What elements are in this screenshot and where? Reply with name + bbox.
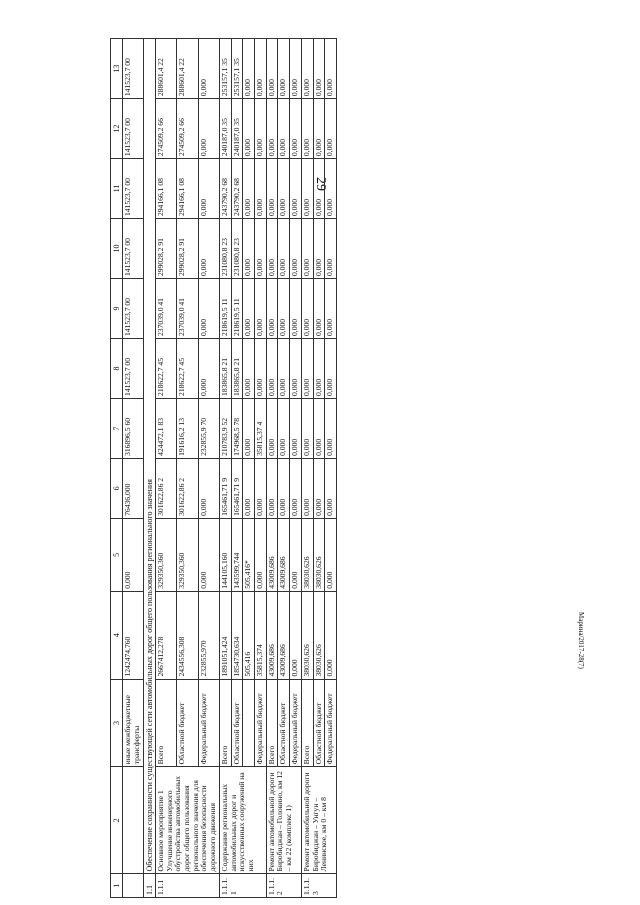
amount-cell: 183865,8 21 [231, 338, 243, 398]
amount-cell: 505,416 [243, 591, 255, 679]
table-cell: 141523,7 00 [123, 279, 143, 339]
section-row [143, 39, 155, 898]
amount-cell: 0,000 [278, 398, 290, 458]
funding-source: Всего [266, 679, 278, 767]
amount-cell: 301622,86 2 [155, 458, 176, 518]
amount-cell: 0,000 [266, 99, 278, 159]
row-number: 1.1.1.3 [301, 874, 336, 898]
amount-cell: 0,000 [325, 458, 337, 518]
amount-cell: 0,000 [301, 219, 313, 279]
amount-cell: 0,000 [198, 219, 219, 279]
col-num: 9 [111, 279, 123, 339]
amount-cell: 0,000 [325, 159, 337, 219]
table-cell: 76436,000 [123, 458, 143, 518]
col-num: 5 [111, 518, 123, 591]
event-name: Ремонт автомобильной дороги Биробиджан – Унгун – Ленинское, км 0 – км 8 [301, 767, 336, 874]
amount-cell: 0,000 [290, 518, 302, 591]
table-cell: 141523,7 00 [123, 39, 143, 99]
amount-cell: 218619,5 11 [231, 279, 243, 339]
amount-cell: 0,000 [278, 219, 290, 279]
event-name: Основное мероприятие 1 Улучшение инженерного обустройства автомобильных дорог общего пользования регионального значения для обеспечения безопасности дорожного движения [155, 767, 219, 874]
amount-cell: 43009,686 [266, 518, 278, 591]
amount-cell: 210783,9 52 [219, 398, 231, 458]
amount-cell: 294166,1 08 [177, 159, 198, 219]
amount-cell: 0,000 [301, 99, 313, 159]
amount-cell: 0,000 [325, 338, 337, 398]
amount-cell: 0,000 [255, 219, 267, 279]
amount-cell: 0,000 [301, 279, 313, 339]
amount-cell: 43009,686 [278, 591, 290, 679]
amount-cell: 0,000 [266, 39, 278, 99]
amount-cell: 165461,71 9 [231, 458, 243, 518]
amount-cell: 231080,8 23 [219, 219, 231, 279]
column-number-row [111, 39, 123, 898]
amount-cell: 253157,1 35 [219, 39, 231, 99]
amount-cell: 0,000 [266, 279, 278, 339]
funding-source: Федеральный бюджет [290, 679, 302, 767]
amount-cell: 0,000 [266, 458, 278, 518]
table-cell: 1242474,760 [123, 591, 143, 679]
table-cell [123, 767, 143, 874]
amount-cell: 0,000 [325, 518, 337, 591]
amount-cell: 0,000 [325, 279, 337, 339]
event-name: Ремонт автомобильной дороги Биробиджан – Головино, км 12 – км 22 (комплекс 1) [266, 767, 301, 874]
amount-cell: 0,000 [301, 338, 313, 398]
amount-cell: 232855,9 70 [198, 398, 219, 458]
amount-cell: 38030,626 [313, 591, 325, 679]
funding-source: Всего [301, 679, 313, 767]
table-cell: 141523,7 00 [123, 99, 143, 159]
amount-cell: 0,000 [243, 159, 255, 219]
rotated-table-area [110, 38, 580, 898]
amount-cell: 0,000 [198, 338, 219, 398]
amount-cell: 243790,2 68 [219, 159, 231, 219]
amount-cell: 329350,360 [155, 518, 176, 591]
amount-cell: 0,000 [278, 279, 290, 339]
amount-cell: 0,000 [313, 458, 325, 518]
table-cell [123, 874, 143, 898]
funding-source: Федеральный бюджет [255, 679, 267, 767]
table-cell: 141523,7 00 [123, 338, 143, 398]
amount-cell: 294166,1 08 [155, 159, 176, 219]
amount-cell: 0,000 [301, 398, 313, 458]
amount-cell: 0,000 [243, 398, 255, 458]
amount-cell: 38030,626 [301, 518, 313, 591]
funding-source: Всего [219, 679, 231, 767]
amount-cell: 0,000 [290, 338, 302, 398]
funding-source: Областной бюджет [313, 679, 325, 767]
amount-cell: 0,000 [301, 458, 313, 518]
amount-cell: 0,000 [243, 338, 255, 398]
amount-cell: 218619,5 11 [219, 279, 231, 339]
amount-cell: 231080,8 23 [231, 219, 243, 279]
amount-cell: 0,000 [198, 518, 219, 591]
table-cell: иные межбюджетные трансферты [123, 679, 143, 767]
table-row [155, 39, 176, 898]
funding-source: Всего [155, 679, 176, 767]
table-row [266, 39, 278, 898]
amount-cell: 288601,4 22 [177, 39, 198, 99]
section-number: 1.1 [143, 874, 155, 898]
section-title: Обеспечение сохранности существующей сети автомобильных дорог общего пользования регионального значения [143, 39, 155, 874]
table-cell: 0,000 [123, 518, 143, 591]
amount-cell: 0,000 [243, 458, 255, 518]
col-num: 2 [111, 767, 123, 874]
amount-cell: 0,000 [266, 398, 278, 458]
amount-cell: 0,000 [243, 39, 255, 99]
footer-code: Марина/2017-28(7) [577, 612, 585, 669]
amount-cell: 0,000 [313, 159, 325, 219]
amount-cell: 0,000 [325, 398, 337, 458]
amount-cell: 0,000 [243, 219, 255, 279]
budget-table [110, 38, 337, 898]
amount-cell: 274509,2 66 [177, 99, 198, 159]
row-number: 1.1.1 [155, 874, 219, 898]
funding-source [243, 679, 255, 767]
col-num: 6 [111, 458, 123, 518]
amount-cell: 0,000 [290, 279, 302, 339]
col-num: 11 [111, 159, 123, 219]
table-cell: 141523,7 00 [123, 159, 143, 219]
amount-cell: 240187,0 35 [219, 99, 231, 159]
amount-cell: 2434556,308 [177, 591, 198, 679]
col-num: 1 [111, 874, 123, 898]
amount-cell: 0,000 [290, 219, 302, 279]
col-num: 4 [111, 591, 123, 679]
amount-cell: 0,000 [325, 591, 337, 679]
amount-cell: 237039,0 41 [177, 279, 198, 339]
col-num: 10 [111, 219, 123, 279]
amount-cell: 218622,7 45 [155, 338, 176, 398]
amount-cell: 43009,686 [278, 518, 290, 591]
amount-cell: 0,000 [278, 458, 290, 518]
amount-cell: 2667412,278 [155, 591, 176, 679]
amount-cell: 0,000 [255, 338, 267, 398]
amount-cell: 0,000 [290, 159, 302, 219]
amount-cell: 191616,2 13 [177, 398, 198, 458]
amount-cell: 0,000 [290, 39, 302, 99]
amount-cell: 1891051,424 [219, 591, 231, 679]
table-cell: 141523,7 00 [123, 219, 143, 279]
amount-cell: 0,000 [278, 338, 290, 398]
amount-cell: 301622,86 2 [177, 458, 198, 518]
amount-cell: 0,000 [325, 99, 337, 159]
amount-cell: 288601,4 22 [155, 39, 176, 99]
amount-cell: 0,000 [198, 159, 219, 219]
amount-cell: 183865,8 21 [219, 338, 231, 398]
funding-source: Федеральный бюджет [198, 679, 219, 767]
amount-cell: 0,000 [243, 279, 255, 339]
amount-cell: 35815,37 4 [255, 398, 267, 458]
amount-cell: 0,000 [198, 279, 219, 339]
amount-cell: 0,000 [266, 338, 278, 398]
amount-cell: 0,000 [301, 159, 313, 219]
col-num: 8 [111, 338, 123, 398]
amount-cell: 143599,744 [231, 518, 243, 591]
col-num: 13 [111, 39, 123, 99]
table-cell: 316896,5 60 [123, 398, 143, 458]
amount-cell: 0,000 [255, 99, 267, 159]
amount-cell: 0,000 [198, 99, 219, 159]
amount-cell: 253157,1 35 [231, 39, 243, 99]
amount-cell: 299028,2 91 [177, 219, 198, 279]
amount-cell: 0,000 [313, 398, 325, 458]
amount-cell: 35815,374 [255, 591, 267, 679]
table-row [123, 39, 143, 898]
amount-cell: 144105,160 [219, 518, 231, 591]
amount-cell: 505,416* [243, 518, 255, 591]
amount-cell: 0,000 [313, 279, 325, 339]
amount-cell: 0,000 [255, 279, 267, 339]
amount-cell: 43009,686 [266, 591, 278, 679]
amount-cell: 0,000 [290, 99, 302, 159]
amount-cell: 0,000 [313, 219, 325, 279]
amount-cell: 329350,360 [177, 518, 198, 591]
amount-cell: 0,000 [313, 338, 325, 398]
amount-cell: 424472,1 83 [155, 398, 176, 458]
amount-cell: 237039,0 41 [155, 279, 176, 339]
amount-cell: 218622,7 45 [177, 338, 198, 398]
amount-cell: 0,000 [301, 39, 313, 99]
amount-cell: 0,000 [290, 398, 302, 458]
amount-cell: 0,000 [255, 458, 267, 518]
amount-cell: 0,000 [313, 39, 325, 99]
amount-cell: 0,000 [255, 39, 267, 99]
amount-cell: 240187,0 35 [231, 99, 243, 159]
amount-cell: 0,000 [198, 39, 219, 99]
amount-cell: 299028,2 91 [155, 219, 176, 279]
amount-cell: 165461,71 9 [219, 458, 231, 518]
amount-cell: 0,000 [325, 219, 337, 279]
amount-cell: 0,000 [278, 159, 290, 219]
event-name: Содержание региональных автомобильных дорог и искусственных сооружений на них [219, 767, 266, 874]
amount-cell: 38030,626 [301, 591, 313, 679]
amount-cell: 0,000 [278, 39, 290, 99]
funding-source: Областной бюджет [177, 679, 198, 767]
amount-cell: 0,000 [266, 219, 278, 279]
amount-cell: 0,000 [290, 458, 302, 518]
amount-cell: 0,000 [255, 159, 267, 219]
amount-cell: 1854730,634 [231, 591, 243, 679]
amount-cell: 174968,5 78 [231, 398, 243, 458]
amount-cell: 0,000 [313, 99, 325, 159]
amount-cell: 0,000 [290, 591, 302, 679]
table-row [301, 39, 313, 898]
row-number: 1.1.1.1 [219, 874, 266, 898]
amount-cell: 0,000 [266, 159, 278, 219]
table-row [219, 39, 231, 898]
funding-source: Областной бюджет [231, 679, 243, 767]
amount-cell: 243790,2 68 [231, 159, 243, 219]
funding-source: Федеральный бюджет [325, 679, 337, 767]
amount-cell: 0,000 [198, 458, 219, 518]
row-number: 1.1.1.2 [266, 874, 301, 898]
col-num: 7 [111, 398, 123, 458]
amount-cell: 0,000 [278, 99, 290, 159]
amount-cell: 274509,2 66 [155, 99, 176, 159]
page-number: 29 [313, 177, 328, 191]
amount-cell: 0,000 [325, 39, 337, 99]
amount-cell: 232855,970 [198, 591, 219, 679]
amount-cell: 0,000 [255, 518, 267, 591]
amount-cell: 38030,626 [313, 518, 325, 591]
amount-cell: 0,000 [243, 99, 255, 159]
col-num: 12 [111, 99, 123, 159]
funding-source: Областной бюджет [278, 679, 290, 767]
col-num: 3 [111, 679, 123, 767]
